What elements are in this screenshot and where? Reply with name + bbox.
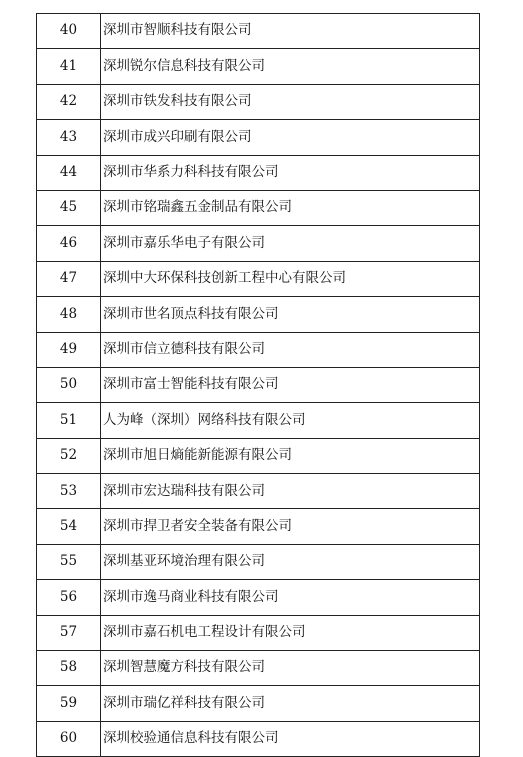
- row-number: 59: [37, 686, 101, 721]
- company-name: 深圳基亚环境治理有限公司: [101, 544, 480, 579]
- company-name: 深圳市成兴印刷有限公司: [101, 120, 480, 155]
- row-number: 44: [37, 155, 101, 190]
- table-row: [37, 580, 480, 615]
- company-name: 深圳市智顺科技有限公司: [101, 14, 480, 49]
- table-row: [37, 438, 480, 473]
- row-number: 45: [37, 190, 101, 225]
- row-number: 56: [37, 580, 101, 615]
- table-row: [37, 49, 480, 84]
- row-number: 53: [37, 474, 101, 509]
- table-row: [37, 403, 480, 438]
- company-name: 深圳智慧魔方科技有限公司: [101, 651, 480, 686]
- row-number: 52: [37, 438, 101, 473]
- table-row: [37, 14, 480, 49]
- row-number: 47: [37, 261, 101, 296]
- table-row: [37, 155, 480, 190]
- company-list-table: [36, 13, 480, 757]
- company-name: 深圳市铁发科技有限公司: [101, 84, 480, 119]
- table-row: [37, 226, 480, 261]
- company-name: 深圳中大环保科技创新工程中心有限公司: [101, 261, 480, 296]
- company-name: 深圳市信立德科技有限公司: [101, 332, 480, 367]
- company-name: 深圳市华系力科科技有限公司: [101, 155, 480, 190]
- row-number: 57: [37, 615, 101, 650]
- table-row: [37, 190, 480, 225]
- company-name: 深圳市世名顶点科技有限公司: [101, 297, 480, 332]
- company-name: 深圳市宏达瑞科技有限公司: [101, 474, 480, 509]
- row-number: 54: [37, 509, 101, 544]
- row-number: 43: [37, 120, 101, 155]
- row-number: 41: [37, 49, 101, 84]
- row-number: 58: [37, 651, 101, 686]
- table-row: [37, 297, 480, 332]
- company-name: 深圳校验通信息科技有限公司: [101, 721, 480, 756]
- row-number: 50: [37, 367, 101, 402]
- company-list-body: [37, 14, 480, 757]
- table-row: [37, 84, 480, 119]
- row-number: 46: [37, 226, 101, 261]
- company-name: 深圳市逸马商业科技有限公司: [101, 580, 480, 615]
- table-row: [37, 615, 480, 650]
- row-number: 40: [37, 14, 101, 49]
- table-row: [37, 651, 480, 686]
- row-number: 48: [37, 297, 101, 332]
- table-row: [37, 509, 480, 544]
- company-name: 深圳市瑞亿祥科技有限公司: [101, 686, 480, 721]
- table-row: [37, 120, 480, 155]
- company-name: 深圳市嘉乐华电子有限公司: [101, 226, 480, 261]
- table-row: [37, 721, 480, 756]
- company-name: 人为峰（深圳）网络科技有限公司: [101, 403, 480, 438]
- company-name: 深圳市捍卫者安全装备有限公司: [101, 509, 480, 544]
- company-name: 深圳市富士智能科技有限公司: [101, 367, 480, 402]
- table-row: [37, 474, 480, 509]
- table-row: [37, 261, 480, 296]
- row-number: 55: [37, 544, 101, 579]
- table-row: [37, 367, 480, 402]
- company-name: 深圳市铭瑞鑫五金制品有限公司: [101, 190, 480, 225]
- company-name: 深圳锐尔信息科技有限公司: [101, 49, 480, 84]
- company-name: 深圳市嘉石机电工程设计有限公司: [101, 615, 480, 650]
- table-row: [37, 686, 480, 721]
- table-row: [37, 544, 480, 579]
- company-name: 深圳市旭日熵能新能源有限公司: [101, 438, 480, 473]
- row-number: 49: [37, 332, 101, 367]
- row-number: 42: [37, 84, 101, 119]
- table-row: [37, 332, 480, 367]
- row-number: 60: [37, 721, 101, 756]
- row-number: 51: [37, 403, 101, 438]
